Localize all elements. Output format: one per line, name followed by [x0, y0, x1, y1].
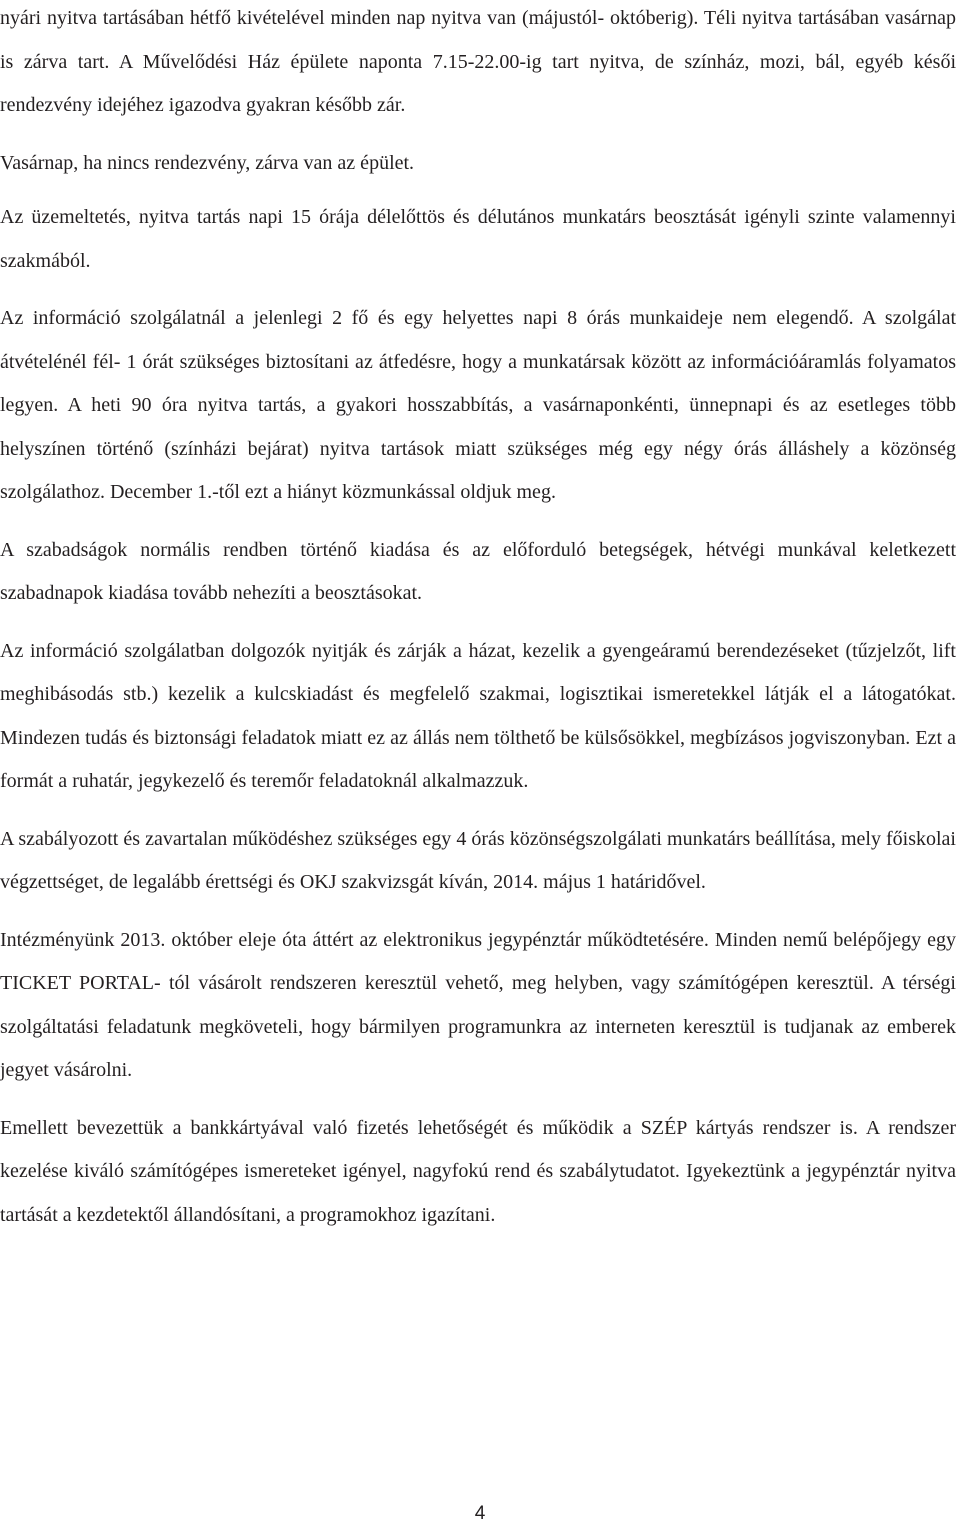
paragraph-card-payment: Emellett bevezettük a bankkártyával való fizetés lehetőségét és működik a SZÉP kártyás rendszer is. A rendszer kezelése kiváló számítógépes ismereteket igényel, nagyfokú rend és szabálytudatot. Igyekeztünk a jegypénztár nyitva tartását a kezdetektől állandósítani, a programokhoz igazítani. — [0, 1116, 956, 1226]
paragraph-sunday-closed: Vasárnap, ha nincs rendezvény, zárva van az épület. — [0, 151, 415, 174]
paragraph-leave-scheduling: A szabadságok normális rendben történő kiadása és az előforduló betegségek, hétvégi munkával keletkezett szabadnapok kiadása tovább nehezíti a beosztásokat. — [0, 538, 956, 604]
paragraph-operation-staffing: Az üzemeltetés, nyitva tartás napi 15 órája délelőttös és délutános munkatárs beosztását igényli szinte valamennyi szakmából. — [0, 206, 956, 272]
paragraph-opening-hours: nyári nyitva tartásában hétfő kivételével minden nap nyitva van (májustól- októberig). Téli nyitva tartásában vasárnap is zárva tart. A Művelődési Ház épülete naponta 7.15-22.00-ig tart nyitva, de színház, mozi, bál, egyéb késői rendezvény idejéhez igazodva gyakran később zár. — [0, 7, 956, 116]
paragraph-electronic-ticketing: Intézményünk 2013. október eleje óta áttért az elektronikus jegypénztár működtetésére. Minden nemű belépőjegy egy TICKET PORTAL- tól vásárolt rendszeren keresztül vehető, meg helyben, vagy számítógépen keresztül. A térségi szolgáltatási feladatunk megköveteli, hogy bármilyen programunkra az interneten keresztül is tudjanak az emberek jegyet vásárolni. — [0, 928, 956, 1081]
paragraph-new-position: A szabályozott és zavartalan működéshez szükséges egy 4 órás közönségszolgálati munkatárs beállítása, mely főiskolai végzettséget, de legalább érettségi és OKJ szakvizsgát kíván, 2014. május 1 határidővel. — [0, 827, 956, 893]
paragraph-information-service: Az információ szolgálatnál a jelenlegi 2 fő és egy helyettes napi 8 órás munkaideje nem elegendő. A szolgálat átvételénél fél- 1 órát szükséges biztosítani az átfedésre, hogy a munkatársak között az információáramlás folyamatos legyen. A heti 90 óra nyitva tartás, a gyakori hosszabbítás, a vasárnaponkénti, ünnepnapi és az esetleges több helyszínen történő (színházi bejárat) nyitva tartások miatt szükséges még egy négy órás álláshely a közönség szolgálathoz. December 1.-től ezt a hiányt közmunkással oldjuk meg. — [0, 307, 956, 503]
page-number: 4 — [474, 1503, 486, 1524]
paragraph-information-duties: Az információ szolgálatban dolgozók nyitják és zárják a házat, kezelik a gyengeáramú berendezéseket (tűzjelzőt, lift meghibásodás stb.) kezelik a kulcskiadást és megfelelő szakmai, logisztikai ismeretekkel látják el a látogatókat. Mindezen tudás és biztonsági feladatok miatt ez az állás nem tölthető be külsősökkel, megbízásos jogviszonyban. Ezt a formát a ruhatár, jegykezelő és teremőr feladatoknál alkalmazzuk. — [0, 639, 956, 792]
